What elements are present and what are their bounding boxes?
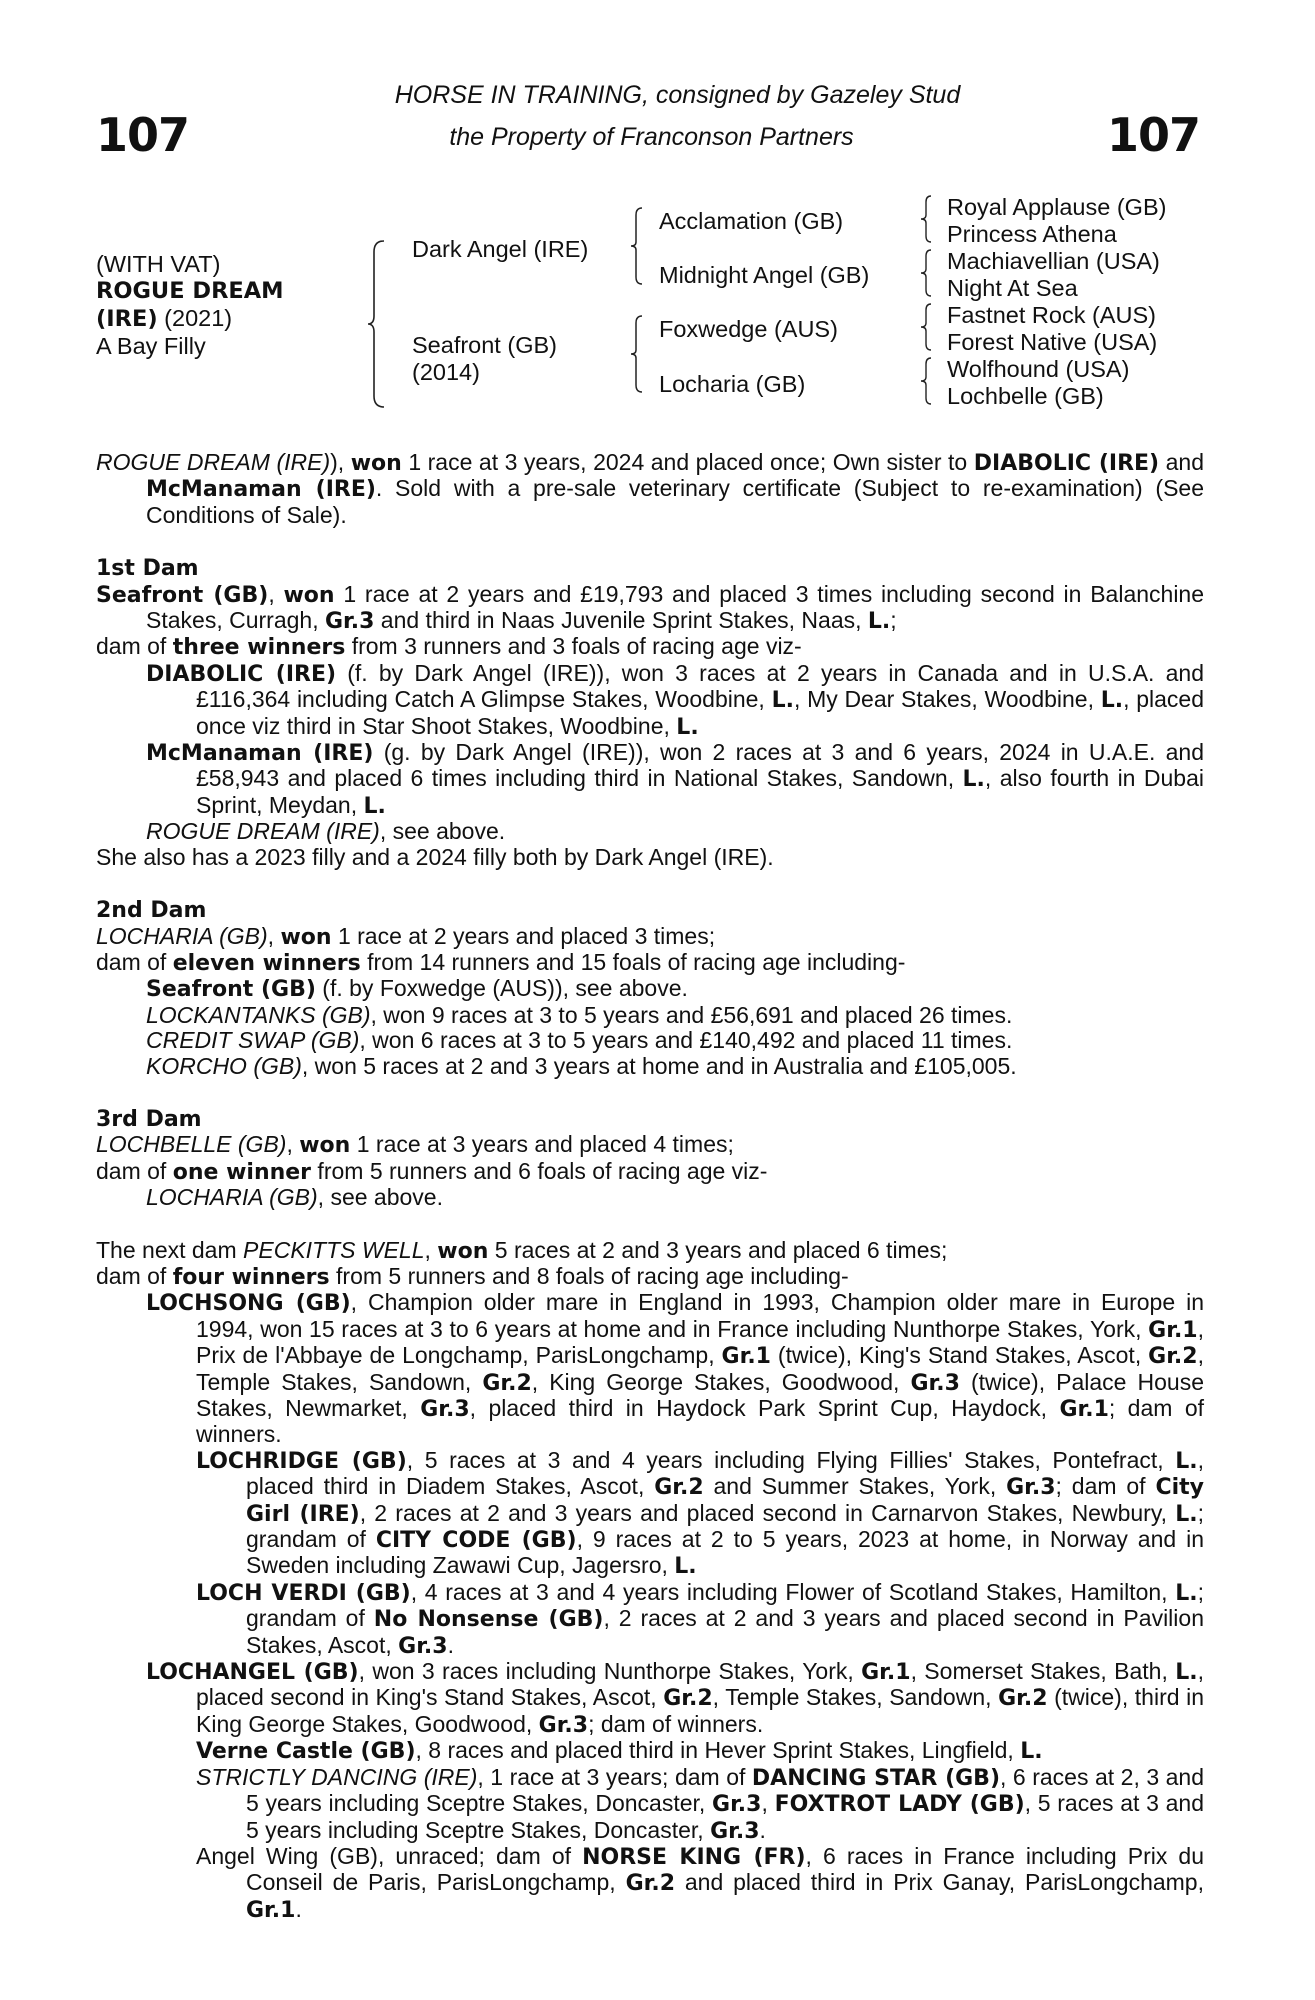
text-run: ; grandam of bbox=[246, 1499, 1204, 1553]
bold-text: Gr.1 bbox=[721, 1344, 771, 1370]
bold-text: won bbox=[350, 451, 402, 476]
text-run: ; dam of bbox=[1055, 1473, 1156, 1500]
gg-sire-sire-sire: Royal Applause (GB) bbox=[947, 194, 1167, 220]
catalogue-paragraph bbox=[96, 1264, 1204, 1290]
text-run: , 2 races at 2 and 3 years and placed second in Pavilion Stakes, Ascot, bbox=[246, 1605, 1204, 1658]
catalogue-paragraph bbox=[96, 976, 1204, 1002]
text-run: , won 6 races at 3 to 5 years and £140,492 and placed 11 times. bbox=[359, 1027, 1013, 1054]
text-run: ; dam of winners. bbox=[588, 1710, 764, 1737]
text-run: , 1 race at 3 years; dam of bbox=[477, 1763, 752, 1790]
bold-text: McManaman (IRE) bbox=[146, 741, 374, 767]
text-run: dam of bbox=[96, 948, 173, 975]
text-run: , placed second in King's Stand Stakes, Ascot, bbox=[196, 1658, 1204, 1711]
bold-text: Gr.2 bbox=[482, 1370, 532, 1396]
text-run: , My Dear Stakes, Woodbine, bbox=[793, 686, 1101, 713]
italic-text: LOCHARIA (GB) bbox=[96, 922, 268, 949]
text-run: , see above. bbox=[379, 818, 506, 845]
sire-line-brace bbox=[628, 205, 644, 287]
bold-text: Gr.2 bbox=[663, 1686, 713, 1712]
bold-text: L. bbox=[1175, 1448, 1198, 1474]
bold-text: won bbox=[283, 582, 335, 608]
vat-label: (WITH VAT) bbox=[96, 251, 221, 277]
text-run: , Champion older mare in England in 1993, Champion older mare in Europe in 1994, won 15 races at 3 to 6 years at home and in France including Nunthorpe Stakes, York, bbox=[196, 1289, 1204, 1342]
bold-text: DIABOLIC (IRE) bbox=[973, 451, 1160, 476]
catalogue-body bbox=[96, 450, 1204, 1923]
bold-text: DANCING STAR (GB) bbox=[751, 1765, 1001, 1791]
text-run: , won 9 races at 3 to 5 years and £56,691 and placed 26 times. bbox=[370, 1001, 1013, 1028]
catalogue-paragraph bbox=[96, 924, 1204, 950]
text-run: , placed third in Diadem Stakes, Ascot, bbox=[246, 1446, 1204, 1500]
text-run: , Temple Stakes, Sandown, bbox=[196, 1342, 1204, 1395]
text-run: , 2 races at 2 and 3 years and placed second in Carnarvon Stakes, Newbury, bbox=[359, 1499, 1176, 1526]
catalogue-paragraph bbox=[96, 897, 1204, 923]
catalogue-paragraph bbox=[96, 1054, 1204, 1079]
text-run: ; bbox=[890, 607, 897, 634]
bold-text: L. bbox=[363, 793, 386, 819]
bold-text: Gr.1 bbox=[1148, 1317, 1198, 1343]
bold-text: 2nd Dam bbox=[96, 898, 207, 924]
text-run: , Prix de l'Abbaye de Longchamp, ParisLongchamp, bbox=[196, 1315, 1204, 1369]
dam-sire: Foxwedge (AUS) bbox=[659, 316, 838, 342]
bold-text: Gr.1 bbox=[246, 1897, 296, 1923]
bold-text: Gr.1 bbox=[861, 1660, 911, 1686]
bold-text: Gr.3 bbox=[420, 1397, 470, 1422]
horse-block bbox=[96, 251, 284, 360]
text-run: , bbox=[424, 1236, 438, 1263]
text-run: She also has a 2023 filly and a 2024 filly both by Dark Angel (IRE). bbox=[96, 843, 774, 870]
text-run: , placed once viz third in Star Shoot Stakes, Woodbine, bbox=[196, 686, 1204, 739]
bold-text: 1st Dam bbox=[96, 556, 199, 582]
consignment-line: HORSE IN TRAINING, consigned by Gazeley Stud bbox=[394, 81, 961, 109]
dam-year: (2014) bbox=[412, 359, 480, 385]
catalogue-paragraph bbox=[96, 1659, 1204, 1738]
bold-text: 3rd Dam bbox=[96, 1106, 202, 1132]
bold-text: L. bbox=[1175, 1580, 1198, 1606]
lot-number-left: 107 bbox=[96, 108, 190, 162]
bold-text: Gr.1 bbox=[1059, 1397, 1109, 1422]
italic-text: PECKITTS WELL bbox=[243, 1236, 425, 1263]
text-run: Angel Wing (GB), unraced; dam of bbox=[196, 1842, 583, 1869]
bold-text: FOXTROT LADY (GB) bbox=[774, 1792, 1025, 1818]
gg-dam-dam-sire: Wolfhound (USA) bbox=[947, 356, 1130, 382]
pedigree-brace-main bbox=[366, 238, 388, 410]
horse-suffix: (IRE) bbox=[96, 306, 158, 332]
bold-text: won bbox=[299, 1133, 351, 1159]
bold-text: three winners bbox=[172, 635, 346, 661]
catalogue-paragraph bbox=[96, 819, 1204, 844]
text-run: ; dam of winners. bbox=[196, 1395, 1204, 1448]
bold-text: Gr.3 bbox=[712, 1792, 762, 1818]
text-run: (g. by Dark Angel (IRE)), won 2 races at 3 and 6 years, 2024 in U.A.E. and £58,943 and placed 6 times including third in National Stakes, Sandown, bbox=[196, 739, 1204, 792]
gg-dam-dam-dam: Lochbelle (GB) bbox=[947, 383, 1104, 409]
bold-text: Gr.3 bbox=[398, 1633, 448, 1659]
text-run: , see above. bbox=[317, 1184, 443, 1211]
bold-text: Gr.2 bbox=[1148, 1344, 1198, 1370]
text-run: ; grandam of bbox=[246, 1578, 1204, 1632]
text-run: (f. by Foxwedge (AUS)), see above. bbox=[315, 975, 688, 1002]
catalogue-paragraph bbox=[96, 1448, 1204, 1580]
property-line: the Property of Franconson Partners bbox=[449, 123, 854, 151]
text-run: and third in Naas Juvenile Sprint Stakes, Naas, bbox=[374, 607, 868, 634]
bold-text: won bbox=[280, 924, 332, 950]
catalogue-paragraph bbox=[96, 1765, 1204, 1844]
bold-text: L. bbox=[1020, 1739, 1043, 1765]
text-run: , 8 races and placed third in Hever Sprint Stakes, Lingfield, bbox=[415, 1737, 1021, 1764]
italic-text: ROGUE DREAM (IRE) bbox=[146, 818, 380, 845]
bold-text: LOCHRIDGE (GB) bbox=[196, 1448, 407, 1474]
italic-text: LOCHBELLE (GB) bbox=[96, 1131, 287, 1158]
catalogue-paragraph bbox=[96, 1028, 1204, 1053]
bold-text: Seafront (GB) bbox=[146, 977, 316, 1003]
text-run: , bbox=[268, 580, 284, 607]
gg-dam-sire-dam: Forest Native (USA) bbox=[947, 329, 1158, 355]
text-run: from 14 runners and 15 foals of racing age including- bbox=[360, 948, 906, 975]
bold-text: L. bbox=[1175, 1660, 1198, 1686]
italic-text: ROGUE DREAM (IRE) bbox=[96, 449, 331, 475]
catalogue-paragraph bbox=[96, 1106, 1204, 1132]
brace-locharia bbox=[919, 355, 933, 407]
text-run: ), bbox=[330, 449, 351, 475]
bold-text: Seafront (GB) bbox=[96, 582, 269, 608]
horse-year: (2021) bbox=[157, 305, 233, 331]
brace-foxwedge bbox=[919, 301, 933, 353]
brace-midnight-angel bbox=[919, 247, 933, 299]
text-run: (twice), third in King George Stakes, Goodwood, bbox=[196, 1684, 1205, 1737]
dam-line-brace bbox=[628, 313, 644, 395]
bold-text: L. bbox=[674, 1554, 697, 1580]
bold-text: one winner bbox=[172, 1159, 312, 1185]
bold-text: LOCH VERDI (GB) bbox=[196, 1580, 411, 1606]
text-run: and Summer Stakes, York, bbox=[703, 1473, 1007, 1500]
text-run: , 4 races at 3 and 4 years including Flower of Scotland Stakes, Hamilton, bbox=[410, 1578, 1176, 1605]
bold-text: Gr.2 bbox=[998, 1686, 1048, 1712]
text-run: , bbox=[286, 1131, 300, 1158]
text-run: , 5 races at 3 and 4 years including Flying Fillies' Stakes, Pontefract, bbox=[406, 1446, 1176, 1473]
catalogue-paragraph bbox=[96, 1132, 1204, 1158]
italic-text: STRICTLY DANCING (IRE) bbox=[196, 1763, 478, 1790]
gg-sire-sire-dam: Princess Athena bbox=[947, 221, 1117, 247]
text-run: 1 race at 3 years and placed 4 times; bbox=[350, 1131, 734, 1158]
text-run: 1 race at 3 years, 2024 and placed once; Own sister to bbox=[401, 449, 974, 475]
gg-sire-dam-dam: Night At Sea bbox=[947, 275, 1078, 301]
brace-acclamation bbox=[919, 193, 933, 245]
bold-text: L. bbox=[1175, 1501, 1198, 1527]
text-run: , 5 races at 3 and 5 years including Sceptre Stakes, Doncaster, bbox=[246, 1790, 1205, 1843]
bold-text: LOCHANGEL (GB) bbox=[146, 1660, 359, 1686]
italic-text: KORCHO (GB) bbox=[146, 1052, 302, 1079]
catalogue-paragraph bbox=[96, 740, 1204, 819]
bold-text: Verne Castle (GB) bbox=[196, 1739, 416, 1765]
catalogue-paragraph bbox=[96, 1738, 1204, 1764]
text-run: and bbox=[1159, 449, 1205, 475]
catalogue-paragraph bbox=[96, 1580, 1204, 1659]
lot-number-right: 107 bbox=[1106, 108, 1200, 162]
catalogue-paragraph bbox=[96, 1844, 1204, 1923]
text-run: and placed third in Prix Ganay, ParisLongchamp, bbox=[675, 1869, 1204, 1896]
catalogue-paragraph bbox=[96, 1159, 1204, 1185]
bold-text: L. bbox=[771, 688, 794, 714]
catalogue-paragraph bbox=[96, 1238, 1204, 1264]
catalogue-paragraph bbox=[96, 661, 1204, 740]
text-run: , 9 races at 2 to 5 years, 2023 at home, in Norway and in Sweden including Zawawi Cup, Jagersro, bbox=[246, 1526, 1204, 1579]
text-run: 5 races at 2 and 3 years and placed 6 times; bbox=[488, 1236, 948, 1263]
text-run: , Temple Stakes, Sandown, bbox=[712, 1684, 999, 1711]
italic-text: CREDIT SWAP (GB) bbox=[146, 1027, 360, 1054]
bold-text: Gr.3 bbox=[538, 1712, 589, 1738]
text-run: , bbox=[761, 1790, 775, 1817]
bold-text: Gr.3 bbox=[710, 1818, 760, 1844]
text-run: , won 5 races at 2 and 3 years at home and in Australia and £105,005. bbox=[301, 1052, 1017, 1079]
text-run: 1 race at 2 years and £19,793 and placed 3 times including second in Balanchine Stakes, Curragh, bbox=[146, 580, 1205, 634]
bold-text: McManaman (IRE) bbox=[146, 477, 376, 503]
text-run: dam of bbox=[96, 1262, 173, 1289]
sire-name: Dark Angel (IRE) bbox=[412, 236, 589, 262]
text-run: The next dam bbox=[96, 1236, 244, 1263]
bold-text: won bbox=[437, 1238, 489, 1264]
bold-text: L. bbox=[867, 609, 891, 635]
text-run: , placed third in Haydock Park Sprint Cup, Haydock, bbox=[469, 1395, 1060, 1421]
catalogue-paragraph bbox=[96, 1185, 1204, 1210]
bold-text: Gr.3 bbox=[910, 1370, 960, 1396]
bold-text: Gr.3 bbox=[1006, 1475, 1056, 1501]
text-run: , won 3 races including Nunthorpe Stakes, York, bbox=[358, 1658, 862, 1685]
catalogue-paragraph bbox=[96, 1003, 1204, 1028]
italic-text: LOCHARIA (GB) bbox=[146, 1184, 318, 1211]
text-run: . bbox=[447, 1631, 454, 1658]
text-run: , 6 races at 2, 3 and 5 years including Sceptre Stakes, Doncaster, bbox=[246, 1763, 1205, 1817]
text-run: . bbox=[295, 1895, 302, 1922]
bold-text: L. bbox=[962, 767, 985, 793]
catalogue-paragraph bbox=[96, 1290, 1204, 1447]
bold-text: four winners bbox=[172, 1264, 330, 1290]
bold-text: L. bbox=[1100, 688, 1124, 714]
catalogue-paragraph bbox=[96, 582, 1204, 635]
catalogue-paragraph bbox=[96, 634, 1204, 660]
text-run: from 3 runners and 3 foals of racing age viz- bbox=[345, 633, 802, 660]
text-run: . Sold with a pre-sale veterinary certificate (Subject to re-examination) (See Conditions of Sale). bbox=[146, 475, 1204, 528]
horse-name: ROGUE DREAM bbox=[96, 278, 284, 304]
bold-text: City Girl (IRE) bbox=[246, 1475, 1204, 1527]
bold-text: DIABOLIC (IRE) bbox=[146, 661, 337, 687]
catalogue-paragraph bbox=[96, 845, 1204, 870]
bold-text: Gr.3 bbox=[324, 609, 375, 635]
text-run: , Somerset Stakes, Bath, bbox=[910, 1658, 1176, 1685]
sire-sire: Acclamation (GB) bbox=[659, 208, 844, 234]
text-run: , King George Stakes, Goodwood, bbox=[531, 1368, 911, 1395]
gg-dam-sire-sire: Fastnet Rock (AUS) bbox=[947, 302, 1156, 328]
bold-text: Gr.2 bbox=[625, 1871, 676, 1897]
bold-text: CITY CODE (GB) bbox=[375, 1528, 577, 1554]
catalogue-paragraph bbox=[96, 450, 1204, 528]
text-run: (twice), Palace House Stakes, Newmarket, bbox=[196, 1368, 1205, 1421]
bold-text: LOCHSONG (GB) bbox=[146, 1291, 351, 1317]
bold-text: NORSE KING (FR) bbox=[582, 1844, 806, 1870]
text-run: from 5 runners and 8 foals of racing age including- bbox=[329, 1262, 849, 1289]
bold-text: Gr.2 bbox=[654, 1475, 704, 1501]
sire-dam: Midnight Angel (GB) bbox=[659, 262, 870, 288]
catalogue-paragraph bbox=[96, 950, 1204, 976]
bold-text: eleven winners bbox=[172, 950, 361, 976]
text-run: dam of bbox=[96, 633, 173, 660]
text-run: (f. by Dark Angel (IRE)), won 3 races at 2 years in Canada and in U.S.A. and £116,364 including Catch A Glimpse Stakes, Woodbine, bbox=[196, 659, 1204, 713]
text-run: , also fourth in Dubai Sprint, Meydan, bbox=[196, 765, 1204, 818]
text-run: . bbox=[759, 1816, 766, 1843]
dam-dam: Locharia (GB) bbox=[659, 371, 806, 397]
text-run: , bbox=[267, 922, 281, 949]
italic-text: LOCKANTANKS (GB) bbox=[146, 1001, 371, 1028]
bold-text: L. bbox=[676, 714, 699, 740]
text-run: from 5 runners and 6 foals of racing age viz- bbox=[311, 1157, 768, 1184]
dam-name: Seafront (GB) bbox=[412, 332, 557, 358]
gg-sire-dam-sire: Machiavellian (USA) bbox=[947, 248, 1160, 274]
catalogue-paragraph bbox=[96, 555, 1204, 581]
bold-text: No Nonsense (GB) bbox=[373, 1607, 604, 1633]
text-run: , 6 races in France including Prix du Conseil de Paris, ParisLongchamp, bbox=[246, 1842, 1205, 1896]
text-run: dam of bbox=[96, 1157, 173, 1184]
horse-description: A Bay Filly bbox=[96, 333, 206, 359]
text-run: (twice), King's Stand Stakes, Ascot, bbox=[770, 1342, 1149, 1369]
text-run: 1 race at 2 years and placed 3 times; bbox=[331, 922, 716, 949]
